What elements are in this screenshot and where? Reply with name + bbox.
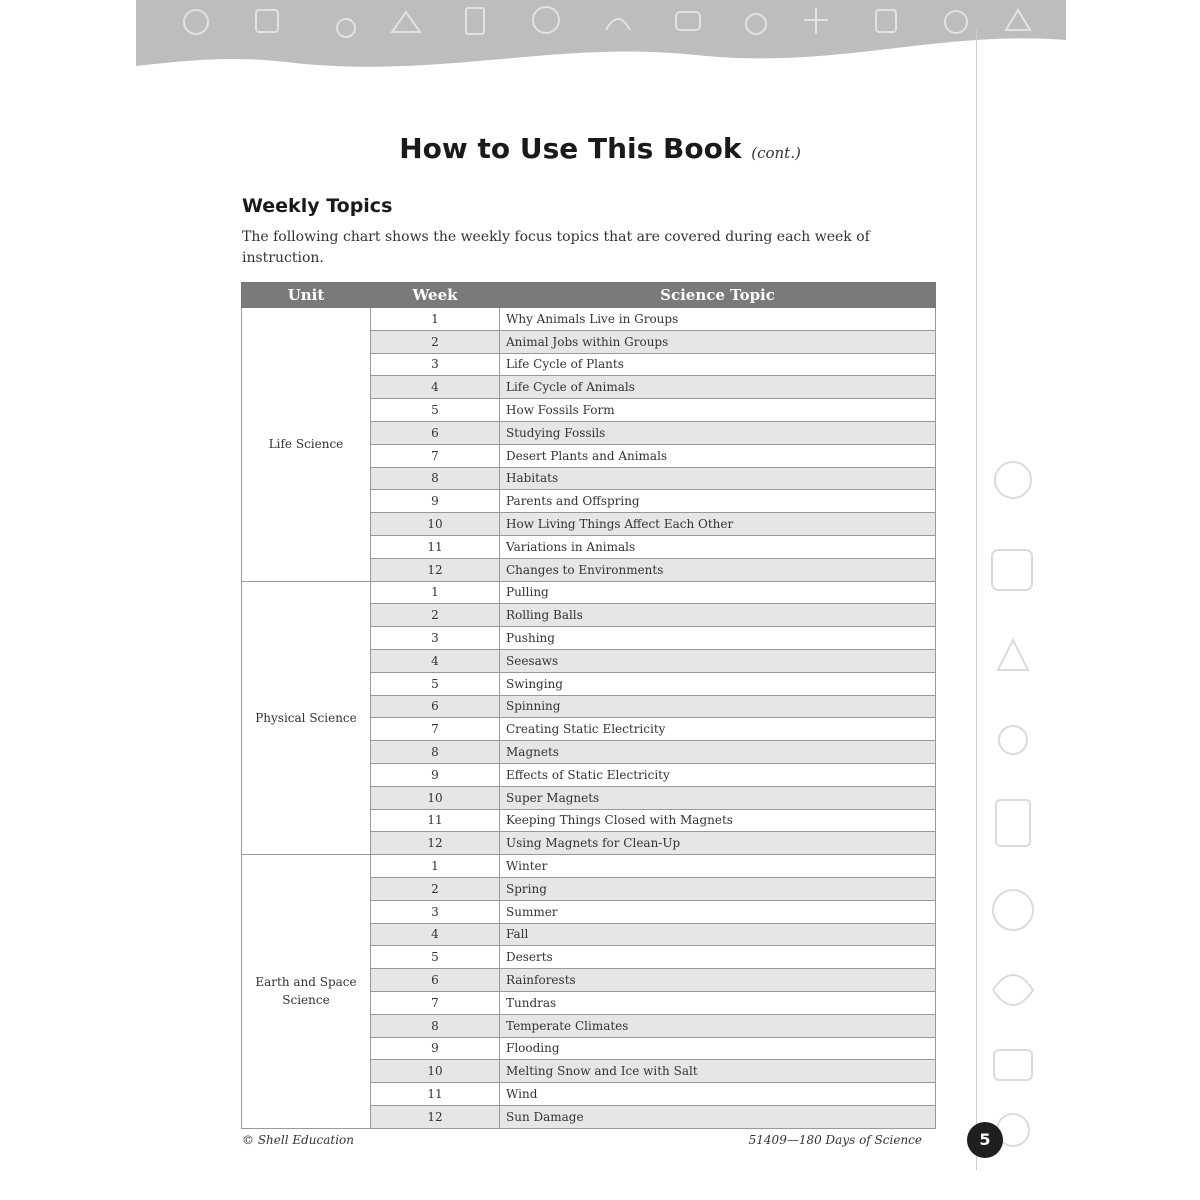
science-topic-cell: Pushing: [500, 627, 936, 650]
unit-cell: Life Science: [242, 308, 371, 582]
week-cell: 12: [371, 1105, 500, 1128]
week-cell: 7: [371, 991, 500, 1014]
science-topic-cell: Variations in Animals: [500, 535, 936, 558]
week-cell: 2: [371, 877, 500, 900]
section-heading: Weekly Topics: [242, 195, 393, 217]
science-topic-cell: Rainforests: [500, 969, 936, 992]
science-topic-cell: Spring: [500, 877, 936, 900]
weekly-topics-table: [241, 282, 936, 1129]
science-topic-cell: Creating Static Electricity: [500, 718, 936, 741]
science-topic-cell: Temperate Climates: [500, 1014, 936, 1037]
week-cell: 9: [371, 763, 500, 786]
week-cell: 3: [371, 353, 500, 376]
footer-book-title: 51409—180 Days of Science: [748, 1133, 922, 1147]
science-topic-cell: Summer: [500, 900, 936, 923]
week-cell: 10: [371, 1060, 500, 1083]
week-cell: 5: [371, 672, 500, 695]
science-topic-cell: Habitats: [500, 467, 936, 490]
table-row: [242, 308, 936, 331]
week-cell: 3: [371, 900, 500, 923]
table-header-row: [242, 283, 936, 308]
week-cell: 1: [371, 308, 500, 331]
week-cell: 9: [371, 490, 500, 513]
unit-cell: Earth and Space Science: [242, 855, 371, 1129]
science-topic-cell: Spinning: [500, 695, 936, 718]
science-topic-cell: Deserts: [500, 946, 936, 969]
page-title: [0, 132, 1200, 165]
table-row: [242, 855, 936, 878]
science-topic-cell: Life Cycle of Animals: [500, 376, 936, 399]
week-cell: 4: [371, 376, 500, 399]
science-topic-cell: Life Cycle of Plants: [500, 353, 936, 376]
science-topic-cell: How Living Things Affect Each Other: [500, 513, 936, 536]
week-cell: 1: [371, 855, 500, 878]
page-title-text: How to Use This Book: [399, 132, 742, 165]
week-cell: 5: [371, 399, 500, 422]
science-topic-cell: Melting Snow and Ice with Salt: [500, 1060, 936, 1083]
science-topic-cell: Pulling: [500, 581, 936, 604]
week-cell: 3: [371, 627, 500, 650]
week-cell: 6: [371, 421, 500, 444]
week-cell: 11: [371, 535, 500, 558]
week-cell: 12: [371, 558, 500, 581]
science-topic-cell: Sun Damage: [500, 1105, 936, 1128]
week-cell: 8: [371, 741, 500, 764]
science-topic-cell: Parents and Offspring: [500, 490, 936, 513]
footer-publisher: © Shell Education: [242, 1133, 355, 1147]
science-topic-cell: Magnets: [500, 741, 936, 764]
week-cell: 4: [371, 649, 500, 672]
table-row: [242, 581, 936, 604]
week-cell: 2: [371, 330, 500, 353]
week-cell: 9: [371, 1037, 500, 1060]
week-cell: 12: [371, 832, 500, 855]
week-cell: 11: [371, 809, 500, 832]
week-cell: 10: [371, 513, 500, 536]
week-cell: 7: [371, 444, 500, 467]
science-topic-cell: Using Magnets for Clean-Up: [500, 832, 936, 855]
science-topic-cell: Seesaws: [500, 649, 936, 672]
table-body: [242, 308, 936, 1129]
science-topic-cell: Swinging: [500, 672, 936, 695]
intro-paragraph: The following chart shows the weekly focus topics that are covered during each week of instruction.: [242, 229, 870, 266]
week-cell: 6: [371, 695, 500, 718]
science-topic-cell: Animal Jobs within Groups: [500, 330, 936, 353]
week-cell: 4: [371, 923, 500, 946]
unit-cell: Physical Science: [242, 581, 371, 855]
page-edge-line: [976, 30, 977, 1170]
science-topic-cell: How Fossils Form: [500, 399, 936, 422]
science-topic-cell: Desert Plants and Animals: [500, 444, 936, 467]
science-topic-cell: Winter: [500, 855, 936, 878]
header-unit: Unit: [242, 283, 371, 308]
week-cell: 10: [371, 786, 500, 809]
science-topic-cell: Tundras: [500, 991, 936, 1014]
header-doodle-pattern: [136, 0, 1066, 70]
header-week: Week: [371, 283, 500, 308]
science-topic-cell: Flooding: [500, 1037, 936, 1060]
week-cell: 1: [371, 581, 500, 604]
science-topic-cell: Fall: [500, 923, 936, 946]
science-topic-cell: Changes to Environments: [500, 558, 936, 581]
science-topic-cell: Wind: [500, 1083, 936, 1106]
week-cell: 8: [371, 1014, 500, 1037]
week-cell: 5: [371, 946, 500, 969]
science-topic-cell: Keeping Things Closed with Magnets: [500, 809, 936, 832]
week-cell: 6: [371, 969, 500, 992]
science-topic-cell: Why Animals Live in Groups: [500, 308, 936, 331]
margin-doodle-icons: [978, 440, 1048, 1160]
header-banner: [136, 0, 1066, 70]
week-cell: 7: [371, 718, 500, 741]
header-science-topic: Science Topic: [500, 283, 936, 308]
week-cell: 11: [371, 1083, 500, 1106]
page-title-suffix: (cont.): [751, 144, 801, 162]
science-topic-cell: Super Magnets: [500, 786, 936, 809]
science-topic-cell: Studying Fossils: [500, 421, 936, 444]
science-topic-cell: Effects of Static Electricity: [500, 763, 936, 786]
science-topic-cell: Rolling Balls: [500, 604, 936, 627]
page-number-badge: 5: [967, 1122, 1003, 1158]
week-cell: 2: [371, 604, 500, 627]
week-cell: 8: [371, 467, 500, 490]
